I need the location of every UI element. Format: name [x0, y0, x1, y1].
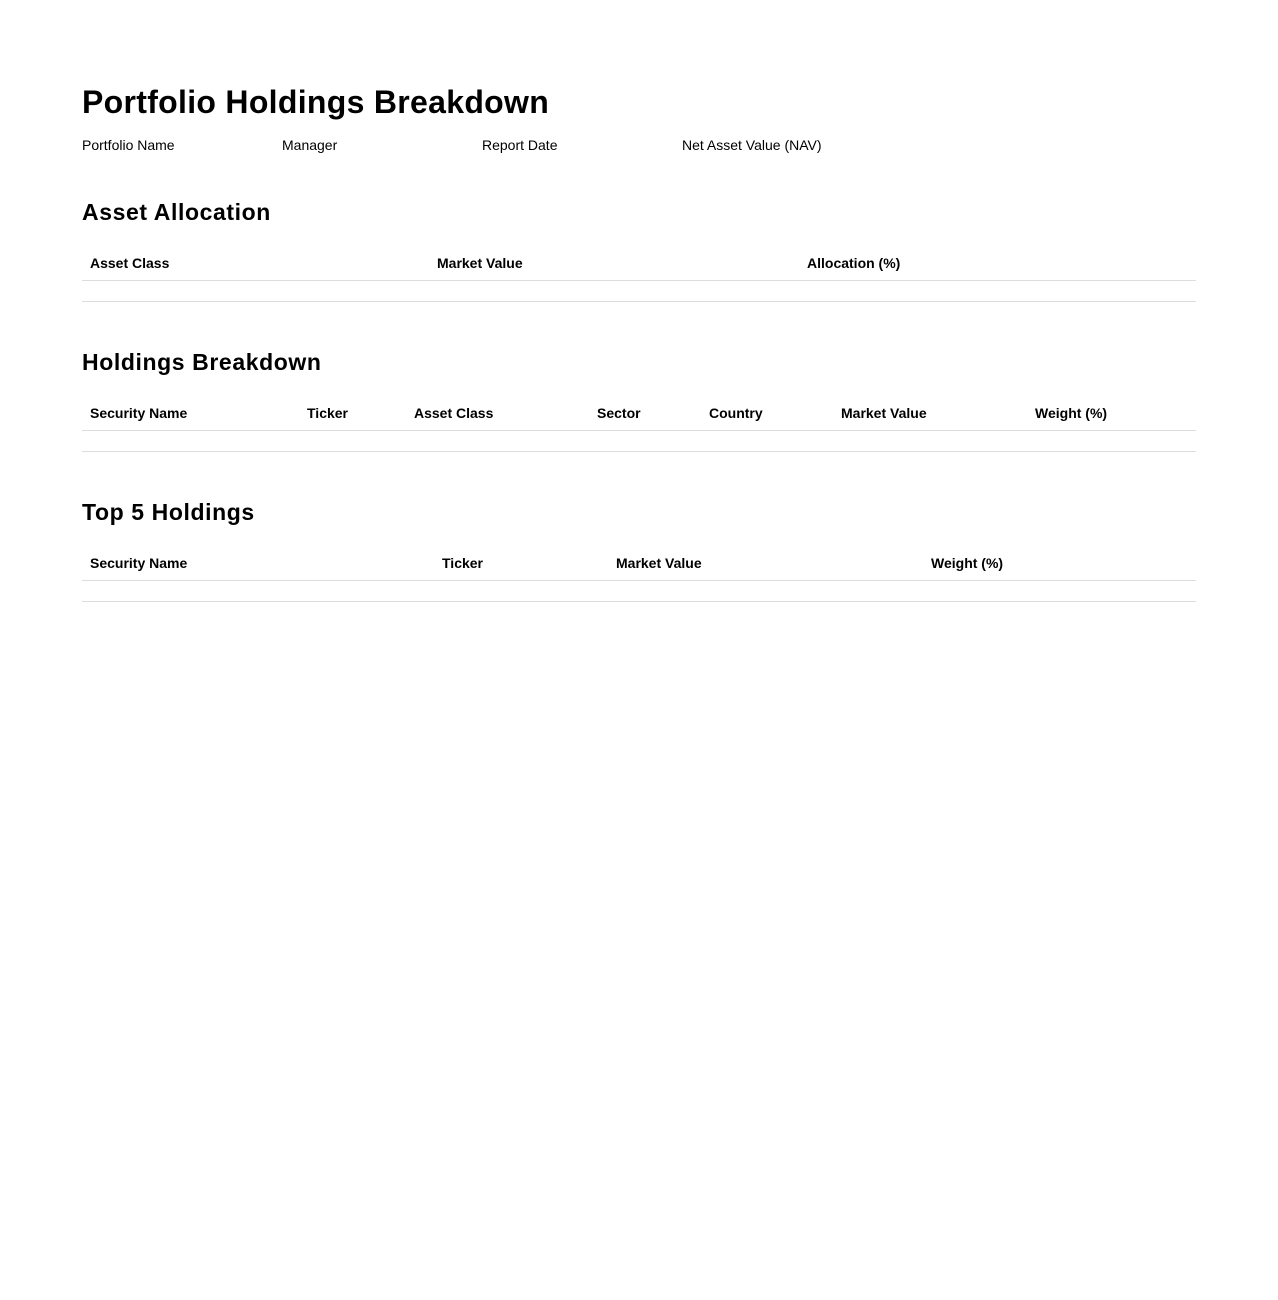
meta-portfolio-name: Portfolio Name: [82, 137, 175, 153]
empty-row: [82, 581, 1196, 602]
column-header: Asset Class: [406, 398, 589, 431]
column-header: Asset Class: [82, 248, 429, 281]
holdings-table: [82, 398, 1196, 452]
column-header: Allocation (%): [799, 248, 1196, 281]
top5-table: [82, 548, 1196, 602]
column-header: Security Name: [82, 548, 434, 581]
portfolio-meta: [82, 136, 1196, 154]
column-header: Market Value: [833, 398, 1027, 431]
page-title: Portfolio Holdings Breakdown: [82, 84, 550, 120]
column-header: Security Name: [82, 398, 299, 431]
report: [82, 82, 1196, 602]
column-header: Market Value: [429, 248, 799, 281]
column-header: Market Value: [608, 548, 923, 581]
section-heading: Holdings Breakdown: [82, 349, 322, 375]
empty-row: [82, 431, 1196, 452]
meta-nav: Net Asset Value (NAV): [682, 137, 822, 153]
column-header: Weight (%): [1027, 398, 1196, 431]
meta-manager: Manager: [282, 137, 338, 153]
column-header: Country: [701, 398, 833, 431]
column-header: Weight (%): [923, 548, 1196, 581]
section-heading: Top 5 Holdings: [82, 499, 255, 525]
section-heading: Asset Allocation: [82, 199, 271, 225]
column-header: Ticker: [299, 398, 406, 431]
asset-allocation-table: [82, 248, 1196, 302]
empty-row: [82, 281, 1196, 302]
holdings-section: [82, 348, 1196, 452]
column-header: Sector: [589, 398, 701, 431]
asset-allocation-section: [82, 198, 1196, 302]
column-header: Ticker: [434, 548, 608, 581]
meta-report-date: Report Date: [482, 137, 558, 153]
top5-section: [82, 498, 1196, 602]
